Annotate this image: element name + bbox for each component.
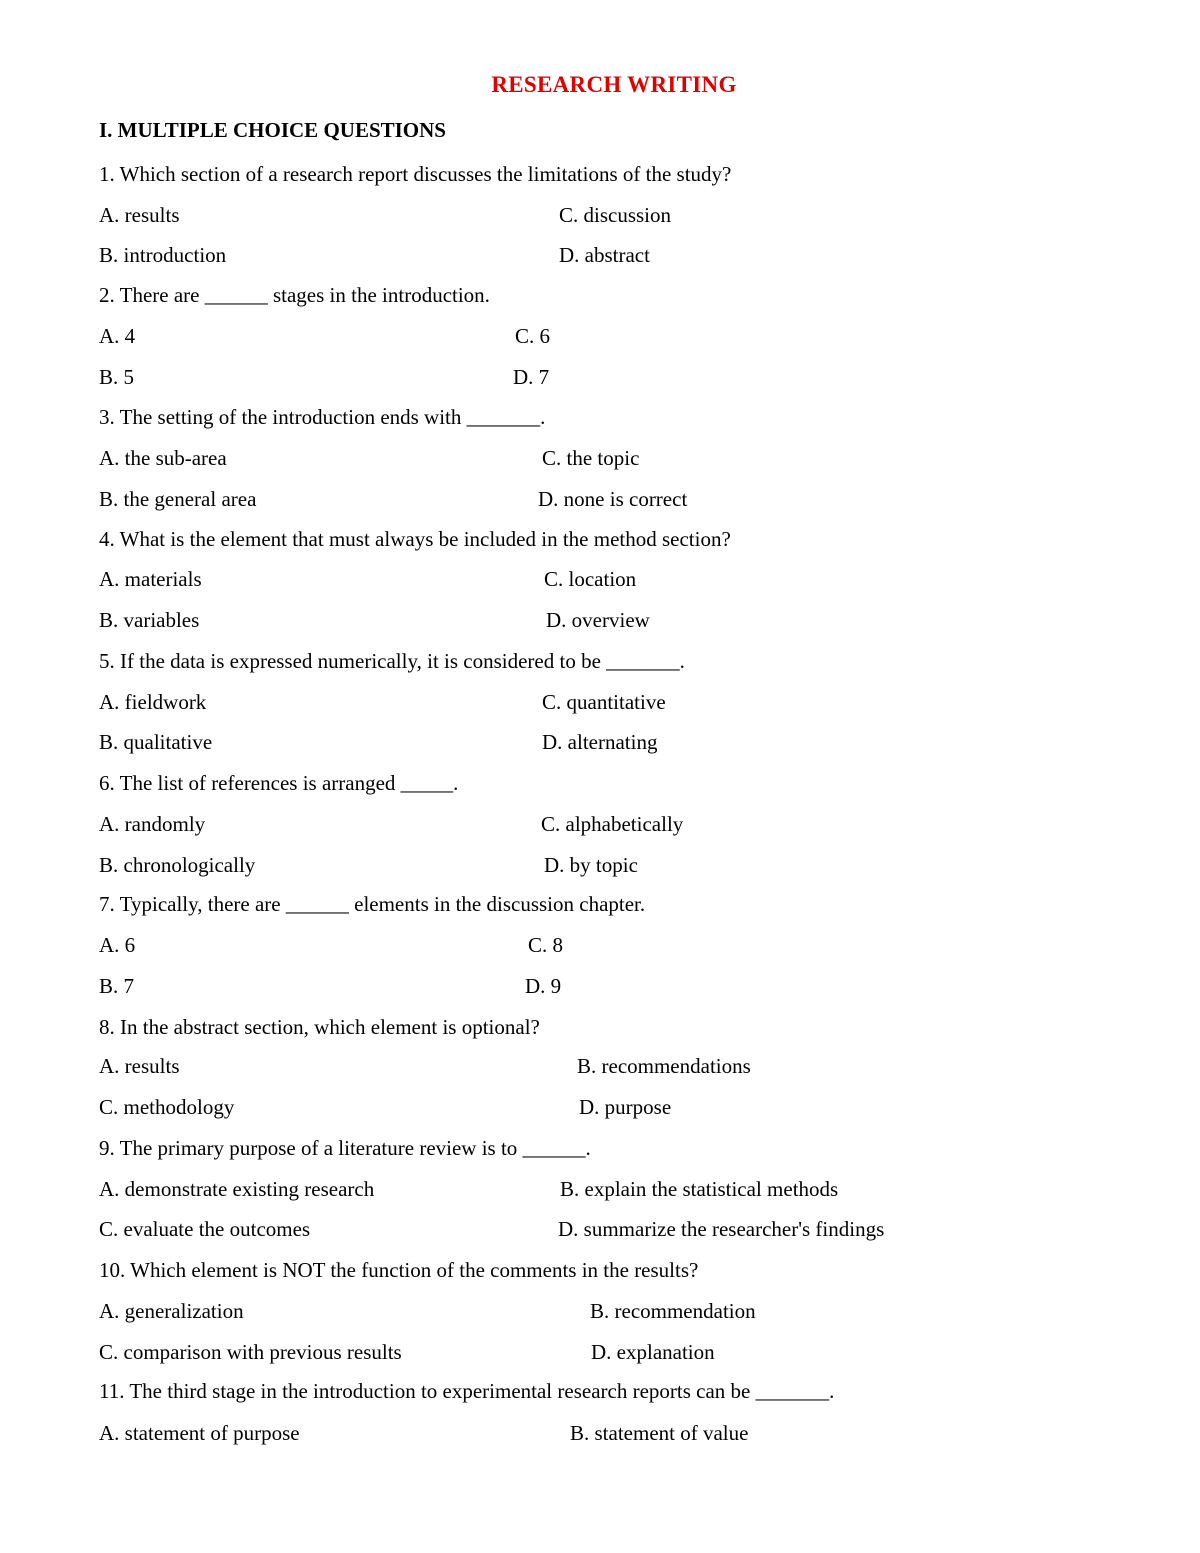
answer-option: C. location [544,567,637,591]
answer-option: D. purpose [579,1095,672,1119]
answer-option: D. overview [546,608,650,632]
answer-option: D. summarize the researcher's findings [558,1217,885,1241]
question-text: 7. Typically, there are ______ elements in the discussion chapter. [99,892,646,916]
answer-option: D. abstract [559,243,650,267]
answer-option: B. recommendations [577,1054,751,1078]
answer-option: C. evaluate the outcomes [99,1217,311,1241]
answer-option: B. statement of value [570,1421,749,1445]
section-heading: I. MULTIPLE CHOICE QUESTIONS [99,118,446,142]
answer-option: A. statement of purpose [99,1421,300,1445]
answer-option: B. explain the statistical methods [560,1177,839,1201]
answer-option: C. comparison with previous results [99,1340,402,1364]
answer-option: A. fieldwork [99,690,207,714]
answer-option: D. none is correct [538,487,688,511]
answer-option: A. results [99,203,180,227]
answer-option: B. variables [99,608,200,632]
answer-option: D. by topic [544,853,638,877]
question-text: 9. The primary purpose of a literature review is to ______. [99,1136,591,1160]
question-text: 5. If the data is expressed numerically, it is considered to be _______. [99,649,685,673]
answer-option: D. explanation [591,1340,715,1364]
document-title: RESEARCH WRITING [491,72,737,97]
answer-option: B. 5 [99,365,135,389]
answer-option: A. demonstrate existing research [99,1177,375,1201]
question-text: 2. There are ______ stages in the introduction. [99,283,490,307]
answer-option: C. methodology [99,1095,235,1119]
answer-option: A. 6 [99,933,136,957]
answer-option: B. the general area [99,487,257,511]
answer-option: D. alternating [542,730,658,754]
answer-option: A. 4 [99,324,136,348]
question-text: 3. The setting of the introduction ends with _______. [99,405,546,429]
answer-option: C. alphabetically [541,812,684,836]
answer-option: B. 7 [99,974,135,998]
answer-option: D. 9 [525,974,562,998]
answer-option: A. generalization [99,1299,244,1323]
question-text: 10. Which element is NOT the function of the comments in the results? [99,1258,699,1282]
answer-option: B. qualitative [99,730,213,754]
question-text: 8. In the abstract section, which element is optional? [99,1015,540,1039]
answer-option: A. randomly [99,812,206,836]
answer-option: C. discussion [559,203,672,227]
answer-option: D. 7 [513,365,550,389]
question-text: 11. The third stage in the introduction to experimental research reports can be _______. [99,1379,835,1403]
answer-option: A. results [99,1054,180,1078]
question-text: 4. What is the element that must always be included in the method section? [99,527,731,551]
answer-option: B. recommendation [590,1299,756,1323]
answer-option: C. the topic [542,446,640,470]
answer-option: C. 8 [528,933,564,957]
answer-option: A. materials [99,567,202,591]
answer-option: B. introduction [99,243,227,267]
question-text: 6. The list of references is arranged _____. [99,771,459,795]
answer-option: A. the sub-area [99,446,227,470]
question-text: 1. Which section of a research report discusses the limitations of the study? [99,162,732,186]
answer-option: C. quantitative [542,690,666,714]
answer-option: B. chronologically [99,853,256,877]
answer-option: C. 6 [515,324,551,348]
